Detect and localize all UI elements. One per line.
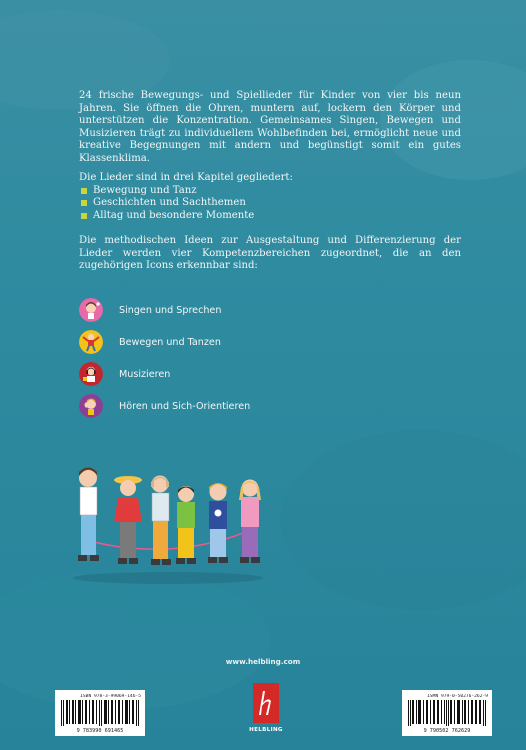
helbling-logo <box>246 683 286 739</box>
intro-paragraph: 24 frische Bewegungs- und Spiellieder für Kinder von vier bis neun Jahren. Sie öffnen die Ohren, muntern auf, lockern den Körper und unterstützen die Konzentration. Gemeinsames Singen, Bewegen und Musizieren trägt zu individuellem Wohlbefinden bei, ermöglicht neue und kreative Begegnungen mit andern und begünstigt somit ein gutes Klassenklima. <box>79 90 461 164</box>
isbn-digits: 9 783990 691465 <box>76 728 124 734</box>
music-making-icon <box>79 362 103 386</box>
chapter-item-label: Geschichten und Sachthemen <box>93 197 246 209</box>
barcode-bars <box>61 700 139 726</box>
publisher-name: HELBLING <box>249 727 283 733</box>
chapter-item-label: Bewegung und Tanz <box>93 184 197 196</box>
legend-row-listening <box>79 390 250 422</box>
competence-icon-legend <box>79 294 250 422</box>
legend-label: Bewegen und Tanzen <box>119 336 221 348</box>
singing-icon <box>79 298 103 322</box>
listening-icon <box>79 394 103 418</box>
legend-row-dancing <box>79 326 250 358</box>
isbn-barcode <box>55 690 145 736</box>
legend-label: Singen und Sprechen <box>119 304 222 316</box>
legend-row-music <box>79 358 250 390</box>
chapter-item-label: Alltag und besondere Momente <box>93 209 255 221</box>
list-item <box>79 197 461 210</box>
ismn-label: ISMN 979-0-50276-262-9 <box>427 694 488 699</box>
isbn-label: ISBN 978-3-99069-146-5 <box>80 694 141 699</box>
dancing-icon <box>79 330 103 354</box>
chapter-list-heading: Die Lieder sind in drei Kapitel gegliedert: <box>79 172 293 183</box>
bullet-square-icon <box>81 188 87 194</box>
barcode-bars <box>408 700 486 726</box>
ismn-digits: 9 790502 762629 <box>423 728 471 734</box>
bullet-square-icon <box>81 200 87 206</box>
chapter-bullets <box>79 185 461 223</box>
children-group-illustration <box>68 460 278 585</box>
list-item <box>79 185 461 198</box>
publisher-url[interactable]: www.helbling.com <box>225 657 301 666</box>
list-item <box>79 210 461 223</box>
legend-label: Hören und Sich-Orientieren <box>119 400 251 412</box>
bullet-square-icon <box>81 213 87 219</box>
method-paragraph: Die methodischen Ideen zur Ausgestaltung und Differenzierung der Lieder werden vier Kompetenzbereichen zugeordnet, die an den zugehörigen Icons erkennbar sind: <box>79 235 461 272</box>
legend-row-singing <box>79 294 250 326</box>
helbling-h-icon <box>253 683 279 723</box>
legend-label: Musizieren <box>119 368 171 380</box>
ismn-barcode <box>402 690 492 736</box>
chapter-list <box>79 172 461 222</box>
